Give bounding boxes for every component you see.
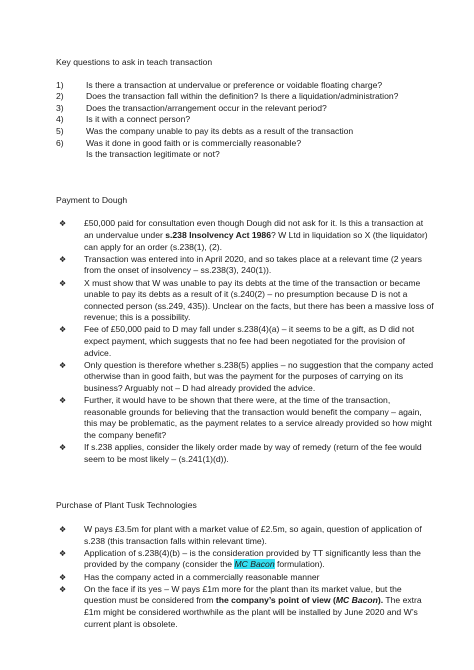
text-run: The extra £1m might be considered worthwhile as the plant will be installed by June 2020 and W’s current plant is obsolete.	[84, 595, 422, 629]
bullet-text: W pays £3.5m for plant with a market value of £2.5m, so again, question of application of s.238 (this transaction falls within relevant time).	[84, 523, 422, 546]
list-item	[56, 324, 434, 359]
diamond-bullet-icon: ❖	[59, 443, 67, 453]
bullet-text: X must show that W was unable to pay its debts at the time of the transaction or became unable to pay its debts as a result of it (s.240(2) – no presumption because D is not a connected person (ss.249, 435)). Unclear on the facts, but there has been a massive loss of revenue; this is a possibility.	[84, 277, 434, 323]
diamond-bullet-icon: ❖	[59, 278, 67, 288]
item-number: 1)	[56, 79, 64, 90]
item-number: 4)	[56, 114, 64, 125]
key-questions-list	[56, 80, 434, 161]
list-item	[56, 572, 434, 584]
item-text: Was it done in good faith or is commercially reasonable?	[86, 137, 302, 148]
diamond-bullet-icon: ❖	[59, 254, 67, 264]
list-item	[56, 584, 434, 630]
diamond-bullet-icon: ❖	[59, 548, 67, 558]
list-item	[56, 103, 434, 115]
item-number: 3)	[56, 102, 64, 113]
bullet-text	[84, 548, 434, 571]
diamond-bullet-icon: ❖	[59, 524, 67, 534]
diamond-bullet-icon: ❖	[59, 572, 67, 582]
bullet-text: If s.238 applies, consider the likely order made by way of remedy (return of the fee would seem to be most likely – (s.241(1)(d)).	[84, 442, 422, 464]
diamond-bullet-icon: ❖	[59, 325, 67, 335]
bullet-text: Has the company acted in a commercially reasonable manner	[84, 571, 320, 582]
diamond-bullet-icon: ❖	[59, 584, 67, 594]
diamond-bullet-icon: ❖	[59, 396, 67, 406]
statute-reference: s.238 Insolvency Act 1986	[165, 229, 271, 240]
list-item	[56, 114, 434, 126]
bullet-text: Further, it would have to be shown that there were, at the time of the transaction, reasonable grounds for believing that the transaction would benefit the company – again, this may be problematic, as the payment relates to a service already provided so how might the company benefit?	[84, 395, 432, 440]
text-run: On the face if its yes – W pays £1m more for the plant than its market value, but the question must be considered from	[84, 583, 402, 606]
payment-to-dough-list	[56, 218, 434, 465]
item-number: 2)	[56, 91, 64, 102]
highlighted-case-name: MC Bacon	[234, 559, 275, 570]
emphasis-text: ).	[377, 595, 384, 606]
item-text: Is there a transaction at undervalue or preference or voidable floating charge?	[86, 79, 383, 90]
list-item	[56, 138, 434, 150]
item-text: Is the transaction legitimate or not?	[86, 149, 220, 160]
item-number: 6)	[56, 137, 64, 148]
bullet-text: Fee of £50,000 paid to D may fall under s.238(4)(a) – it seems to be a gift, as D did not expect payment, which suggests that no fee had been negotiated for the provision of advice.	[84, 324, 415, 358]
text-run: Application of s.238(4)(b) – is the consideration provided by TT significantly less than the provided by the company (consider the	[84, 547, 421, 570]
list-item	[56, 278, 434, 324]
section-heading-key-questions: Key questions to ask in teach transaction	[56, 57, 213, 67]
text-run: formulation).	[274, 559, 325, 570]
bullet-text	[84, 584, 434, 630]
case-name: MC Bacon	[335, 595, 378, 606]
section-heading-purchase-of-plant: Purchase of Plant Tusk Technologies	[56, 500, 197, 511]
text-run: ? W Ltd in liquidation so X (the liquidator) can apply for an order (s.238(1), (2).	[84, 229, 428, 252]
list-item	[56, 126, 434, 138]
diamond-bullet-icon: ❖	[59, 219, 67, 229]
item-text: Was the company unable to pay its debts as a result of the transaction	[86, 125, 354, 136]
emphasis-text: the company’s point of view (	[215, 595, 336, 606]
list-item	[56, 149, 434, 161]
text-run: £50,000 paid for consultation even though Dough did not ask for it. Is this a transaction at an undervalue under	[84, 218, 424, 240]
list-item	[56, 91, 434, 103]
item-number	[56, 149, 86, 161]
item-text: Does the transaction fall within the definition? Is there a liquidation/administration?	[86, 91, 399, 102]
list-item	[56, 360, 434, 395]
diamond-bullet-icon: ❖	[59, 360, 67, 370]
list-item	[56, 218, 434, 253]
list-item	[56, 395, 434, 441]
list-item	[56, 548, 434, 571]
item-text: Does the transaction/arrangement occur in the relevant period?	[86, 102, 327, 113]
list-item	[56, 80, 434, 92]
list-item	[56, 524, 434, 547]
list-item	[56, 254, 434, 277]
section-heading-payment-to-dough: Payment to Dough	[56, 194, 128, 205]
item-number: 5)	[56, 125, 64, 136]
purchase-of-plant-list	[56, 524, 434, 630]
bullet-text: Only question is therefore whether s.238(5) applies – no suggestion that the company acted otherwise than in good faith, but was the payment for the purposes of carrying on its business? Arguably not – D had already provided the advice.	[84, 359, 434, 394]
list-item	[56, 442, 434, 465]
bullet-text: Transaction was entered into in April 2020, and so takes place at a relevant time (2 years from the onset of insolvency – ss.238(3), 240(1)).	[84, 253, 422, 276]
bullet-text	[84, 218, 434, 253]
item-text: Is it with a connect person?	[86, 114, 191, 125]
